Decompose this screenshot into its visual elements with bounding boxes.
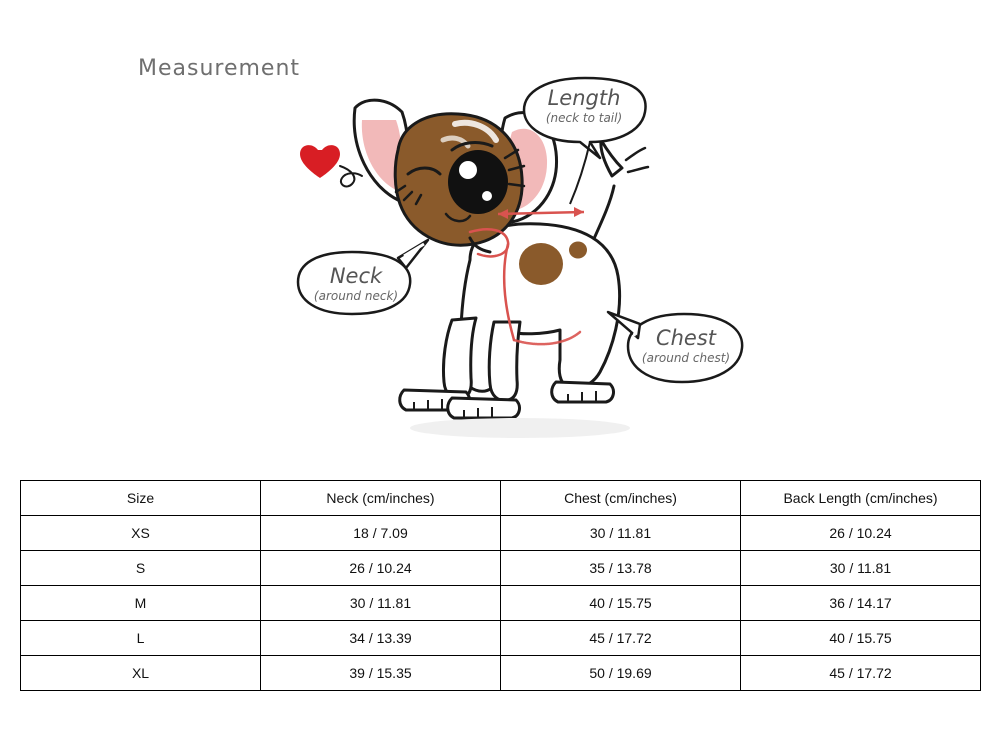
cell-back-length: 30 / 11.81	[741, 551, 981, 586]
cell-size: XL	[21, 656, 261, 691]
column-header-size: Size	[21, 481, 261, 516]
column-header-neck: Neck (cm/inches)	[261, 481, 501, 516]
bubble-neck-sub: (around neck)	[313, 289, 399, 303]
bubble-chest-shape	[628, 314, 742, 382]
eye-right-highlight-2	[482, 191, 492, 201]
tail-motion-line-2	[628, 167, 648, 172]
bubble-chest-sub: (around chest)	[641, 351, 731, 365]
cell-size: S	[21, 551, 261, 586]
table-row	[21, 621, 981, 656]
table-row	[21, 516, 981, 551]
cell-back-length: 26 / 10.24	[741, 516, 981, 551]
column-header-back-length: Back Length (cm/inches)	[741, 481, 981, 516]
cell-chest: 40 / 15.75	[501, 586, 741, 621]
cell-neck: 18 / 7.09	[261, 516, 501, 551]
heart-icon	[300, 145, 340, 178]
heart-swirl	[340, 166, 362, 186]
cell-chest: 45 / 17.72	[501, 621, 741, 656]
table-row	[21, 551, 981, 586]
page-title: Measurement	[138, 56, 301, 81]
cell-chest: 50 / 19.69	[501, 656, 741, 691]
bubble-length-pointer	[570, 142, 590, 204]
cell-neck: 39 / 15.35	[261, 656, 501, 691]
tail-motion-line-1	[626, 148, 645, 160]
front-leg-left	[443, 318, 476, 398]
eye-right-highlight-1	[459, 161, 477, 179]
table-row	[21, 586, 981, 621]
body-spot-small	[569, 242, 587, 259]
size-chart-table	[20, 480, 981, 691]
bubble-neck-shape	[298, 252, 410, 314]
bubble-length-sub: (neck to tail)	[545, 111, 623, 125]
cell-size: XS	[21, 516, 261, 551]
paw-front-right	[448, 398, 520, 418]
front-leg-right	[489, 322, 520, 400]
tail-tip	[601, 140, 622, 176]
eye-right	[448, 150, 508, 214]
bubble-neck-main: Neck	[329, 264, 383, 288]
cell-back-length: 45 / 17.72	[741, 656, 981, 691]
cell-neck: 34 / 13.39	[261, 621, 501, 656]
cell-chest: 30 / 11.81	[501, 516, 741, 551]
cell-back-length: 40 / 15.75	[741, 621, 981, 656]
cell-back-length: 36 / 14.17	[741, 586, 981, 621]
cell-size: M	[21, 586, 261, 621]
table-header-row	[21, 481, 981, 516]
bubble-chest-main: Chest	[655, 326, 717, 350]
cell-neck: 30 / 11.81	[261, 586, 501, 621]
cell-neck: 26 / 10.24	[261, 551, 501, 586]
table-row	[21, 656, 981, 691]
cell-chest: 35 / 13.78	[501, 551, 741, 586]
cell-size: L	[21, 621, 261, 656]
body-spot-large	[519, 243, 563, 285]
ground-shadow	[410, 418, 630, 438]
column-header-chest: Chest (cm/inches)	[501, 481, 741, 516]
bubble-length-main: Length	[547, 86, 621, 110]
length-arrow-end	[574, 207, 584, 217]
